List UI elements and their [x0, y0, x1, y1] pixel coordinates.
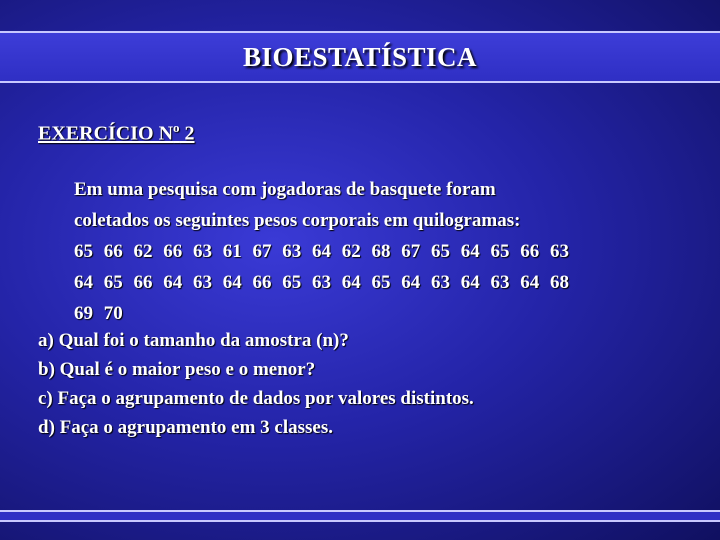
question-item: b) Qual é o maior peso e o menor?: [38, 359, 316, 380]
intro-line: coletados os seguintes pesos corporais em quilogramas:: [74, 210, 521, 231]
bottom-bar: [0, 510, 720, 522]
exercise-heading-superscript: o: [173, 120, 180, 135]
question-item: a) Qual foi o tamanho da amostra (n)?: [38, 330, 349, 351]
data-values-line: 64 65 66 64 63 64 66 65 63 64 65 64 63 64 63 64 68: [74, 272, 569, 293]
intro-line: Em uma pesquisa com jogadoras de basquete foram: [74, 179, 496, 200]
slide-title: BIOESTATÍSTICA: [242, 41, 478, 72]
title-bar: [0, 31, 720, 83]
data-values-line: 65 66 62 66 63 61 67 63 64 62 68 67 65 64 65 66 63: [74, 241, 569, 262]
exercise-heading-prefix: EXERCÍCIO N: [38, 122, 174, 145]
data-values-line: 69 70: [74, 303, 123, 324]
question-item: c) Faça o agrupamento de dados por valores distintos.: [38, 388, 474, 409]
questions-list: [38, 326, 698, 442]
exercise-heading-number: 2: [179, 122, 195, 145]
exercise-statement: [74, 174, 694, 329]
question-item: d) Faça o agrupamento em 3 classes.: [38, 417, 333, 438]
exercise-heading: [38, 120, 195, 146]
